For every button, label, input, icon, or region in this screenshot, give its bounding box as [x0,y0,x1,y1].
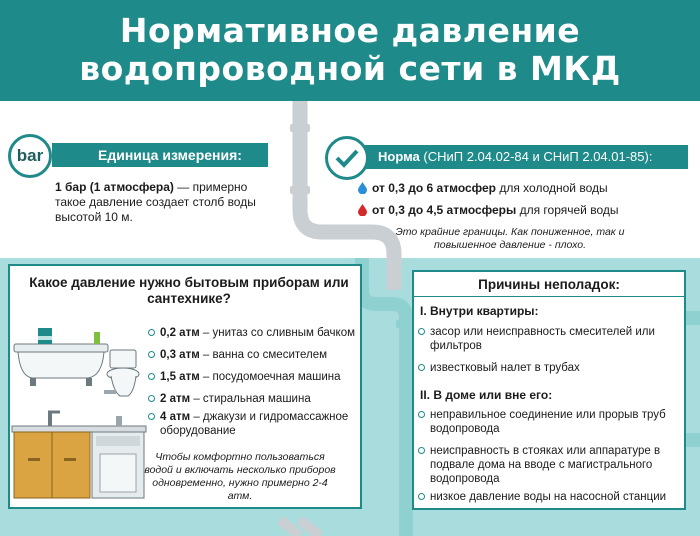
bathtub-icon [14,328,108,386]
norm-cold-label: для холодной воды [496,181,608,195]
title-line-1: Нормативное давление [119,11,581,50]
norm-heading-bold: Норма [378,149,420,164]
list-item [160,392,360,406]
bullet-icon [148,329,155,336]
pressure-value: 1,5 атм [160,371,200,383]
kitchen-counter-icon [12,412,146,498]
causes-section-building: II. В доме или вне его: [420,388,553,402]
norm-cold-range: от 0,3 до 6 атмосфер [372,181,497,195]
bullet-icon [418,328,425,335]
list-item [430,490,686,504]
norm-cold [372,180,608,196]
norm-note: Это крайние границы. Как пониженное, так и повышенное давление - плохо. [395,226,625,251]
appliances-title: Какое давление нужно бытовым приборам или сантехнике? [29,275,349,306]
bullet-icon [418,411,425,418]
unit-heading: Единица измерения: [52,143,268,167]
norm-hot-range: от 0,3 до 4,5 атмосферы [372,203,517,217]
list-item [160,348,360,362]
list-item [430,444,678,486]
unit-text-bold: 1 бар (1 атмосфера) [55,180,174,194]
bullet-icon [418,447,425,454]
hot-water-drop-icon [358,204,367,216]
list-item [430,408,670,436]
cause-text: неисправность в стояках или аппаратуре в подвале дома на вводе с магистрального водопровода [430,445,661,485]
unit-text-rest: — примерно такое давление создает столб воды высотой 10 м. [55,180,256,224]
appliances-illustration [8,318,150,508]
bullet-icon [418,364,425,371]
bar-badge [8,134,52,178]
norm-heading [352,145,688,169]
norm-hot-label: для горячей воды [516,203,619,217]
unit-description [55,180,275,225]
norm-heading-source: (СНиП 2.04.02-84 и СНиП 2.04.01-85): [419,149,653,164]
bar-badge-label: bar [16,146,44,165]
bullet-icon [418,493,425,500]
norm-badge [325,136,369,180]
causes-section-apartment: I. Внутри квартиры: [420,304,539,318]
bullet-icon [148,413,155,420]
norm-hot [372,202,619,218]
appliance-label: – ванна со смесителем [199,349,328,361]
list-item [160,326,360,340]
list-item [430,325,670,353]
checkmark-icon [334,147,360,169]
causes-title: Причины неполадок: [413,274,685,297]
pressure-value: 2 атм [160,393,191,405]
toilet-icon [104,350,139,396]
title-line-2: водопроводной сети в МКД [79,49,621,88]
appliance-label: – унитаз со сливным бачком [199,327,356,339]
list-item [430,361,670,375]
bullet-icon [148,395,155,402]
appliances-note: Чтобы комфортно пользоваться водой и включать несколько приборов одновременно, нужно примерно 2-4 атм. [144,451,336,502]
list-item [160,370,360,384]
list-item [160,410,360,438]
appliance-label: – посудомоечная машина [199,371,341,383]
pressure-value: 0,3 атм [160,349,200,361]
cause-text: неправильное соединение или прорыв труб водопровода [430,409,666,435]
pressure-value: 4 атм [160,411,191,423]
pressure-value: 0,2 атм [160,327,200,339]
mid-pipe [362,258,406,536]
cause-text: засор или неисправность смесителей или фильтров [430,326,655,352]
bullet-icon [148,351,155,358]
cold-water-drop-icon [358,182,367,194]
appliance-label: – джакузи и гидромассажное оборудование [160,411,349,437]
cause-text: известковый налет в трубах [430,362,580,374]
appliance-label: – стиральная машина [190,393,311,405]
bullet-icon [148,373,155,380]
cause-text: низкое давление воды на насосной станции [430,491,667,503]
